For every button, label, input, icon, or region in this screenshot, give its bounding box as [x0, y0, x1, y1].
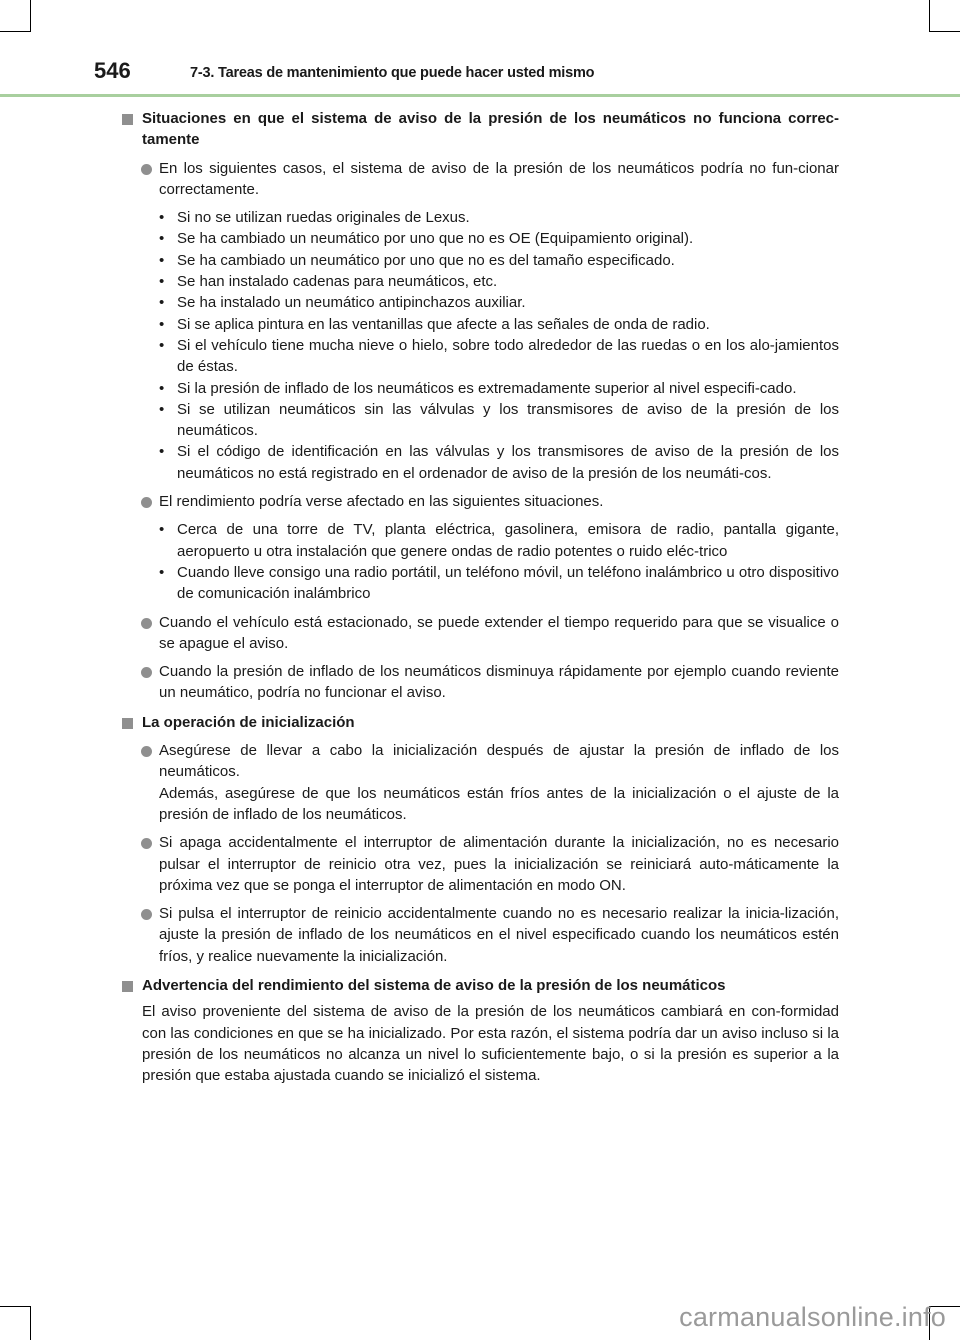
crop-mark-tr-v — [929, 0, 930, 32]
sub-item-text: Se ha cambiado un neumático por uno que no es OE (Equipamiento original). — [177, 230, 694, 248]
item-text: Cuando la presión de inflado de los neumáticos disminuya rápidamente por ejemplo cuando reviente un neumático, podría no funcionar el aviso. — [159, 663, 839, 702]
item-text: El rendimiento podría verse afectado en las siguientes situaciones. — [159, 493, 604, 511]
crop-mark-bl-v — [30, 1306, 31, 1340]
item-text: Asegúrese de llevar a cabo la inicialización después de ajustar la presión de inflado de los neumáticos. — [159, 742, 839, 781]
sub-list-item: • Se ha cambiado un neumático por uno que no es del tamaño especificado. — [159, 251, 675, 269]
item-text: En los siguientes casos, el sistema de aviso de la presión de los neumáticos podría no fun-cionar correctamente. — [159, 159, 839, 198]
header-rule — [0, 94, 960, 97]
sub-item-text: Si la presión de inflado de los neumáticos es extremadamente superior al nivel especifi-cado. — [177, 379, 797, 397]
list-item — [122, 832, 839, 896]
sub-list-item: • Se han instalado cadenas para neumáticos, etc. — [159, 273, 498, 291]
crop-mark-tr-h — [929, 31, 960, 32]
list-item — [122, 491, 839, 512]
sub-item-text: Si no se utilizan ruedas originales de Lexus. — [177, 209, 470, 227]
square-bullet-icon — [122, 981, 133, 992]
crop-mark-bl-h — [0, 1306, 31, 1307]
crop-mark-tl-h — [0, 31, 31, 32]
sub-list-item: • Cuando lleve consigo una radio portátil, un teléfono móvil, un teléfono inalámbrico u otro dispositivo de comunicación inalámbrico — [159, 563, 839, 603]
item-text: Cuando el vehículo está estacionado, se puede extender el tiempo requerido para que se visualice o se apague el aviso. — [159, 613, 839, 652]
section-title: La operación de inicialización — [142, 713, 355, 731]
page-content — [122, 108, 839, 1086]
sub-item-text: Cerca de una torre de TV, planta eléctrica, gasolinera, emisora de radio, pantalla gigante, aeropuerto u otra instalación que genere ondas de radio potentes o ruido eléc-trico — [177, 521, 839, 560]
sub-list-item: • Si la presión de inflado de los neumáticos es extremadamente superior al nivel especifi-cado. — [159, 379, 797, 397]
circle-bullet-icon — [141, 497, 152, 508]
page-number: 546 — [94, 58, 131, 83]
circle-bullet-icon — [141, 838, 152, 849]
sub-list-item: • Se ha cambiado un neumático por uno que no es OE (Equipamiento original). — [159, 230, 694, 248]
sub-item-text: Cuando lleve consigo una radio portátil, un teléfono móvil, un teléfono inalámbrico u otro dispositivo de comunicación inalámbrico — [177, 563, 839, 603]
sub-item-text: Se ha cambiado un neumático por uno que no es del tamaño especificado. — [177, 251, 675, 269]
circle-bullet-icon — [141, 667, 152, 678]
sub-item-text: Si el código de identificación en las válvulas y los transmisores de aviso de la presión de los neumáticos no está registrado en el ordenador de aviso de la presión de los neumáti-cos. — [177, 443, 839, 482]
list-item — [122, 740, 839, 825]
item-text: Si pulsa el interruptor de reinicio accidentalmente cuando no es necesario realizar la inicia-lización, ajuste la presión de inflado de los neumáticos en el nivel especificado cuando los neumáticos estén fríos, y realice nuevamente la inicialización. — [159, 905, 839, 965]
square-bullet-icon — [122, 114, 133, 125]
list-item — [122, 903, 839, 967]
sub-item-text: Si se aplica pintura en las ventanillas que afecte a las señales de onda de radio. — [177, 315, 710, 333]
circle-bullet-icon — [141, 164, 152, 175]
item-text: Si apaga accidentalmente el interruptor de alimentación durante la inicialización, no es necesario pulsar el interruptor de reinicio otra vez, pues la inicialización se reiniciará auto-máticamente la próxima vez que se ponga el interruptor de alimentación en modo ON. — [159, 834, 839, 894]
list-item — [122, 612, 839, 655]
square-bullet-icon — [122, 718, 133, 729]
sub-item-text: Se ha instalado un neumático antipinchazos auxiliar. — [177, 294, 526, 312]
chapter-title: 7-3. Tareas de mantenimiento que puede hacer usted mismo — [190, 65, 595, 81]
sub-item-text: Se han instalado cadenas para neumáticos, etc. — [177, 273, 498, 291]
sub-item-text: Si se utilizan neumáticos sin las válvulas y los transmisores de aviso de la presión de los neumáticos. — [177, 400, 839, 440]
circle-bullet-icon — [141, 618, 152, 629]
crop-mark-tl-v — [30, 0, 31, 32]
sub-list — [122, 207, 839, 484]
section-paragraph: El aviso proveniente del sistema de aviso de la presión de los neumáticos cambiará en con-formidad con las condiciones en que se ha inicializado. Por esta razón, el sistema podría dar un aviso incluso si la presión de los neumáticos no alcanza un nivel lo suficientemente bajo, o si la presión es superior a la presión que estaba ajustada cuando se inicializó el sistema. — [142, 1003, 839, 1085]
list-item — [122, 661, 839, 704]
footer-watermark: carmanualsonline.info — [679, 1302, 946, 1332]
sub-list-item: • Si el vehículo tiene mucha nieve o hielo, sobre todo alrededor de las ruedas o en los alo-jamientos de éstas. — [159, 336, 839, 376]
section-heading — [122, 712, 839, 733]
sub-list-item: • Cerca de una torre de TV, planta eléctrica, gasolinera, emisora de radio, pantalla gigante, aeropuerto u otra instalación que genere ondas de radio potentes o ruido eléc-trico — [159, 521, 839, 560]
sub-list-item: • Si se utilizan neumáticos sin las válvulas y los transmisores de aviso de la presión de los neumáticos. — [159, 400, 839, 440]
circle-bullet-icon — [141, 909, 152, 920]
list-item — [122, 158, 839, 201]
section-title: Situaciones en que el sistema de aviso de la presión de los neumáticos no funciona correc-tamente — [142, 110, 839, 149]
sub-list-item: • Si se aplica pintura en las ventanillas que afecte a las señales de onda de radio. — [159, 315, 710, 333]
sub-item-text: Si el vehículo tiene mucha nieve o hielo, sobre todo alrededor de las ruedas o en los alo-jamientos de éstas. — [177, 336, 839, 376]
section-heading — [122, 108, 839, 151]
sub-list-item: • Si no se utilizan ruedas originales de Lexus. — [159, 209, 470, 227]
circle-bullet-icon — [141, 746, 152, 757]
item-text-continued: Además, asegúrese de que los neumáticos están fríos antes de la inicialización o el ajuste de la presión de inflado de los neumáticos. — [159, 784, 839, 823]
section-heading — [122, 975, 839, 996]
sub-list-item: • Si el código de identificación en las válvulas y los transmisores de aviso de la presión de los neumáticos no está registrado en el ordenador de aviso de la presión de los neumáti-cos. — [159, 443, 839, 482]
sub-list — [122, 519, 839, 604]
section-title: Advertencia del rendimiento del sistema de aviso de la presión de los neumáticos — [142, 976, 726, 994]
sub-list-item: • Se ha instalado un neumático antipinchazos auxiliar. — [159, 294, 526, 312]
page-header — [94, 56, 960, 86]
